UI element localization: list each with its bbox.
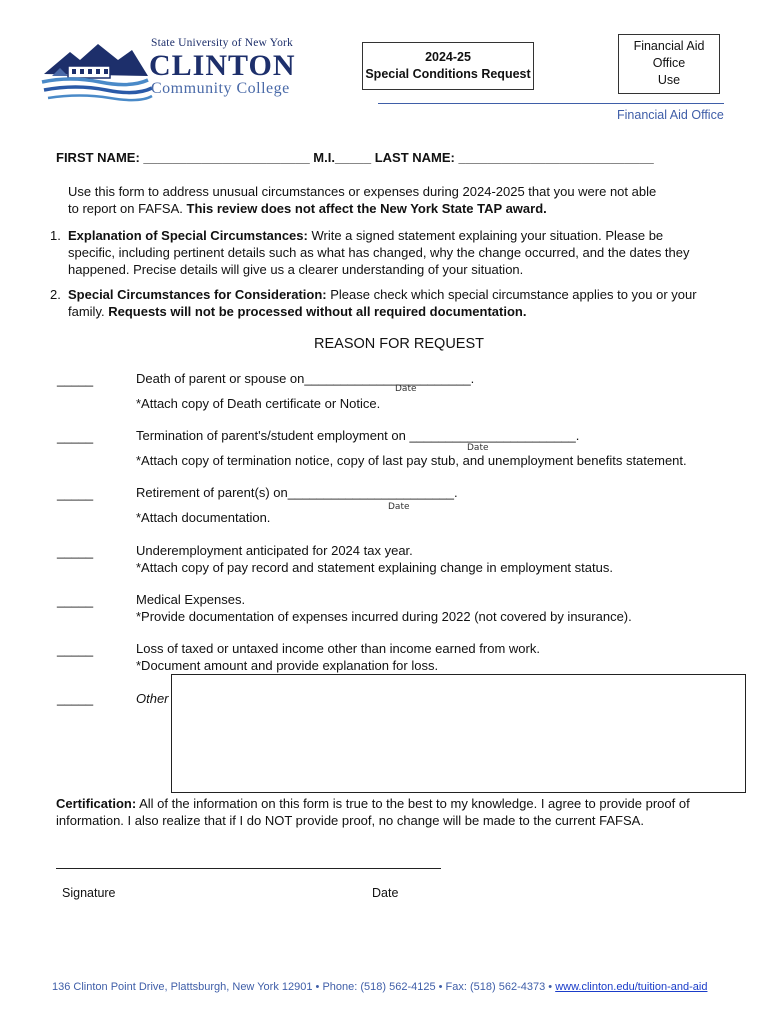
section-1-text-1: Write a signed statement explaining your situation. Please be xyxy=(307,228,664,243)
office-use-line-3: Use xyxy=(657,73,681,87)
section-2-line-2 xyxy=(68,303,697,320)
item-termination-line-1: Termination of parent's/student employment on _______________________. xyxy=(136,428,580,443)
footer-website-link[interactable]: www.clinton.edu/tuition-and-aid xyxy=(555,981,708,993)
office-use-line-2: Office xyxy=(652,56,686,70)
section-2-line-1 xyxy=(68,286,697,303)
item-medical-line-1: Medical Expenses. xyxy=(136,592,246,607)
footer-contact xyxy=(52,981,707,993)
checkbox-blank-medical[interactable]: _____ xyxy=(57,593,94,608)
other-label: Other xyxy=(136,691,169,706)
section-2-text-1: Please check which special circumstance applies to you or your xyxy=(326,287,697,302)
section-2-heading: Special Circumstances for Consideration: xyxy=(68,287,327,302)
certification-text-1: All of the information on this form is true to the best to my knowledge. I agree to provide proof of xyxy=(136,796,690,811)
signature-line[interactable] xyxy=(56,868,441,869)
item-medical-line-2: *Provide documentation of expenses incurred during 2022 (not covered by insurance). xyxy=(136,609,632,624)
section-1-line-1 xyxy=(68,227,690,244)
office-label: Financial Aid Office xyxy=(617,108,724,122)
item-retirement-line-2: *Attach documentation. xyxy=(136,510,271,525)
section-1-line-2: specific, including pertinent details such as what has changed, why the change occurred, and the dates they xyxy=(68,245,690,260)
checkbox-blank-underemployment[interactable]: _____ xyxy=(57,544,94,559)
item-underemployment-line-2: *Attach copy of pay record and statement explaining change in employment status. xyxy=(136,560,613,575)
logo-state-text: State University of New York xyxy=(151,37,293,49)
certification-paragraph xyxy=(56,795,690,829)
section-2-paragraph xyxy=(68,286,697,320)
form-title: Special Conditions Request xyxy=(365,67,531,81)
date-label-retirement: Date xyxy=(388,502,410,512)
item-income-loss-line-1: Loss of taxed or untaxed income other than income earned from work. xyxy=(136,641,540,656)
footer-address: 136 Clinton Point Drive, Plattsburgh, New York 12901 • Phone: (518) 562-4125 • Fax: (518) 562-4373 • xyxy=(52,981,556,993)
date-label-death: Date xyxy=(395,384,417,394)
certification-line-2: information. I also realize that if I do NOT provide proof, no change will be made to the current FAFSA. xyxy=(56,813,644,828)
section-2-number: 2. xyxy=(50,287,61,302)
section-2-text-2: family. xyxy=(68,304,109,319)
checkbox-blank-income-loss[interactable]: _____ xyxy=(57,642,94,657)
intro-line-1: Use this form to address unusual circumstances or expenses during 2024-2025 that you were not able xyxy=(68,184,657,199)
checkbox-blank-death[interactable]: _____ xyxy=(57,372,94,387)
item-termination-line-2: *Attach copy of termination notice, copy of last pay stub, and unemployment benefits statement. xyxy=(136,453,687,468)
office-use-box xyxy=(618,34,720,94)
section-1-line-3: happened. Precise details will give us a clearer understanding of your situation. xyxy=(68,262,524,277)
other-explanation-field[interactable] xyxy=(171,674,746,793)
form-title-box xyxy=(362,42,534,90)
intro-line-2-text: to report on FAFSA. xyxy=(68,201,187,216)
certification-heading: Certification: xyxy=(56,796,137,811)
form-year: 2024-25 xyxy=(425,50,471,64)
logo-subtitle-text: Community College xyxy=(151,80,290,97)
section-1-number: 1. xyxy=(50,228,61,243)
intro-tap-note: This review does not affect the New York State TAP award. xyxy=(186,201,547,216)
item-death-line-2: *Attach copy of Death certificate or Notice. xyxy=(136,396,381,411)
intro-paragraph xyxy=(68,183,656,217)
section-1-heading: Explanation of Special Circumstances: xyxy=(68,228,308,243)
name-fields-row[interactable]: FIRST NAME: _______________________ M.I._____ LAST NAME: ___________________________ xyxy=(56,150,654,165)
date-label-termination: Date xyxy=(467,443,489,453)
reason-title: REASON FOR REQUEST xyxy=(314,336,484,352)
item-income-loss-line-2: *Document amount and provide explanation for loss. xyxy=(136,658,439,673)
item-death-line-1: Death of parent or spouse on_______________________. xyxy=(136,371,475,386)
signature-label: Signature xyxy=(62,886,116,900)
signature-date-label: Date xyxy=(372,886,399,900)
certification-line-1 xyxy=(56,795,690,812)
item-retirement-line-1: Retirement of parent(s) on_______________________. xyxy=(136,485,458,500)
checkbox-blank-other[interactable]: _____ xyxy=(57,691,94,706)
intro-line-2 xyxy=(68,200,656,217)
section-1-paragraph xyxy=(68,227,690,278)
checkbox-blank-retirement[interactable]: _____ xyxy=(57,486,94,501)
header-divider xyxy=(378,103,724,104)
checkbox-blank-termination[interactable]: _____ xyxy=(57,429,94,444)
section-2-documentation-note: Requests will not be processed without all required documentation. xyxy=(108,304,527,319)
logo-name-text: CLINTON xyxy=(149,49,296,82)
item-underemployment-line-1: Underemployment anticipated for 2024 tax year. xyxy=(136,543,413,558)
office-use-line-1: Financial Aid xyxy=(633,39,705,53)
